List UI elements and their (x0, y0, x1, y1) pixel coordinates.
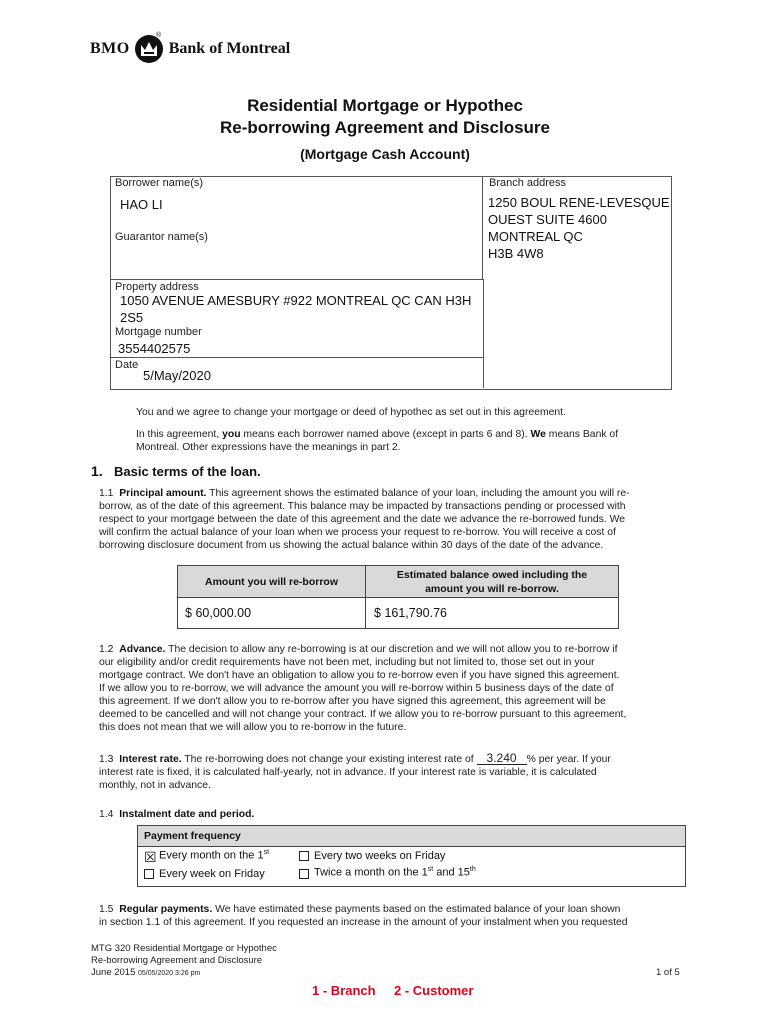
copy-customer-label: 2 - Customer (394, 983, 474, 998)
section-1-number: 1. (91, 463, 103, 479)
intro-paragraph-2: In this agreement, you means each borrower named above (except in parts 6 and 8). We means Bank of (136, 429, 619, 440)
option-every-week: Every week on Friday (159, 868, 265, 880)
bmo-roundel-icon (135, 35, 163, 63)
section-1-1-line-4: will confirm the actual balance of your loan when we process your request to re-borrow. You will receive a cost of (99, 527, 616, 538)
checkbox-every-week[interactable] (144, 869, 154, 879)
guarantor-label: Guarantor name(s) (115, 231, 208, 243)
section-1-1-first-line: 1.1 Principal amount. This agreement shows the estimated balance of your loan, including the amount you will re- (99, 488, 630, 499)
bmo-logo (90, 34, 290, 64)
date-rule (110, 357, 483, 358)
section-1-5-line-2: in section 1.1 of this agreement. If you requested an increase in the amount of your instalment when you requested (99, 917, 628, 928)
mortgage-value: 3554402575 (118, 341, 191, 356)
section-1-3-line-2: interest rate is fixed, it is calculated half-yearly, not in advance. If your interest rate is variable, it is calculated (99, 767, 597, 778)
page-number: 1 of 5 (656, 967, 680, 978)
section-1-2-first-line: 1.2 Advance. The decision to allow any re-borrowing is at our discretion and we will not allow you to re-borrow if (99, 644, 618, 655)
brand-full: Bank of Montreal (168, 40, 291, 57)
form-name: Re-borrowing Agreement and Disclosure (91, 955, 263, 966)
property-line-2: 2S5 (120, 310, 144, 325)
property-label: Property address (115, 281, 199, 293)
checkbox-twice-a-month[interactable] (299, 869, 309, 879)
section-1-2-line-4: If we allow you to re-borrow, we will advance the amount you will re-borrow within 5 business days of the date of (99, 683, 614, 694)
option-every-month: Every month on the 1st (159, 849, 270, 862)
info-box-divider-lower (483, 279, 484, 388)
intro-paragraph-2-cont: Montreal. Other expressions have the meanings in part 2. (136, 442, 401, 453)
date-value: 5/May/2020 (143, 368, 211, 383)
borrower-label: Borrower name(s) (115, 177, 204, 189)
section-1-heading: Basic terms of the loan. (114, 464, 261, 479)
intro-paragraph-1: You and we agree to change your mortgage or deed of hypothec as set out in this agreement. (136, 407, 566, 418)
info-box-divider (482, 176, 483, 279)
print-stamp: 05/05/2020 3:26 pm (138, 970, 201, 977)
branch-line-4: H3B 4W8 (488, 246, 544, 261)
section-1-2-line-7: this does not mean that we will allow you to re-borrow in the future. (99, 722, 407, 733)
section-1-3-line-3: monthly, not in advance. (99, 780, 211, 791)
option-every-two-weeks: Every two weeks on Friday (314, 850, 446, 862)
property-line-1: 1050 AVENUE AMESBURY #922 MONTREAL QC CAN H3H (120, 293, 472, 308)
checkbox-every-two-weeks[interactable] (299, 851, 309, 861)
balance-header: Estimated balance owed including the amount you will re-borrow. (366, 566, 618, 597)
borrower-value: HAO LI (120, 197, 163, 212)
section-1-3-first-line: 1.3 Interest rate. The re-borrowing does not change your existing interest rate of 3.240 % per year. If your (99, 751, 611, 765)
mortgage-label: Mortgage number (115, 326, 202, 338)
form-date: June 2015 05/05/2020 3:26 pm (91, 967, 201, 978)
copy-branch-label: 1 - Branch (312, 983, 376, 998)
form-code: MTG 320 Residential Mortgage or Hypothec (91, 943, 277, 954)
document-title-line1: Residential Mortgage or Hypothec (247, 96, 523, 115)
amount-table (177, 565, 619, 629)
amount-header: Amount you will re-borrow (178, 566, 365, 597)
checkbox-every-month[interactable]: ☒ (144, 849, 157, 865)
section-1-1-line-2: borrow, as of the date of this agreement. This balance may be impacted by transactions pending or processed with (99, 501, 626, 512)
balance-cell: $ 161,790.76 (374, 606, 447, 620)
registered-mark: ® (156, 32, 162, 39)
section-1-2-line-6: deemed to be cancelled and will not change your contract. If we allow you to re-borrow pursuant to this agreement, (99, 709, 627, 720)
branch-line-2: OUEST SUITE 4600 (488, 212, 607, 227)
document-title-line2: Re-borrowing Agreement and Disclosure (220, 118, 550, 137)
branch-line-1: 1250 BOUL RENE-LEVESQUE (488, 195, 670, 210)
branch-line-3: MONTREAL QC (488, 229, 583, 244)
amount-cell: $ 60,000.00 (185, 606, 252, 620)
section-1-4-heading: 1.4 Instalment date and period. (99, 809, 255, 820)
option-twice-a-month: Twice a month on the 1st and 15th (314, 866, 476, 879)
payment-frequency-header: Payment frequency (138, 826, 685, 846)
document-subtitle: (Mortgage Cash Account) (300, 146, 470, 162)
branch-label: Branch address (489, 177, 567, 189)
payment-frequency-box (137, 825, 686, 887)
interest-rate-value: 3.240 (477, 753, 527, 765)
info-box-rule (110, 279, 483, 280)
section-1-2-line-5: this agreement. If we don't allow you to re-borrow after you have signed this agreement, this agreement will be (99, 696, 606, 707)
section-1-2-line-3: mortgage contract. We don't have an obligation to allow you to re-borrow even if you have signed this agreement. (99, 670, 620, 681)
section-1-1-line-5: borrowing disclosure document from us showing the actual balance within 30 days of the date of the advance. (99, 540, 604, 551)
section-1-2-line-2: our eligibility and/or credit requirements have not been met, including but not limited to, those set out in your (99, 657, 595, 668)
section-1-1-line-3: respect to your mortgage between the date of this agreement and the date we advance the re-borrowed funds. We (99, 514, 626, 525)
brand-short: BMO (90, 40, 130, 57)
section-1-5-first-line: 1.5 Regular payments. We have estimated these payments based on the estimated balance of your loan shown (99, 904, 621, 915)
date-label: Date (115, 359, 139, 371)
